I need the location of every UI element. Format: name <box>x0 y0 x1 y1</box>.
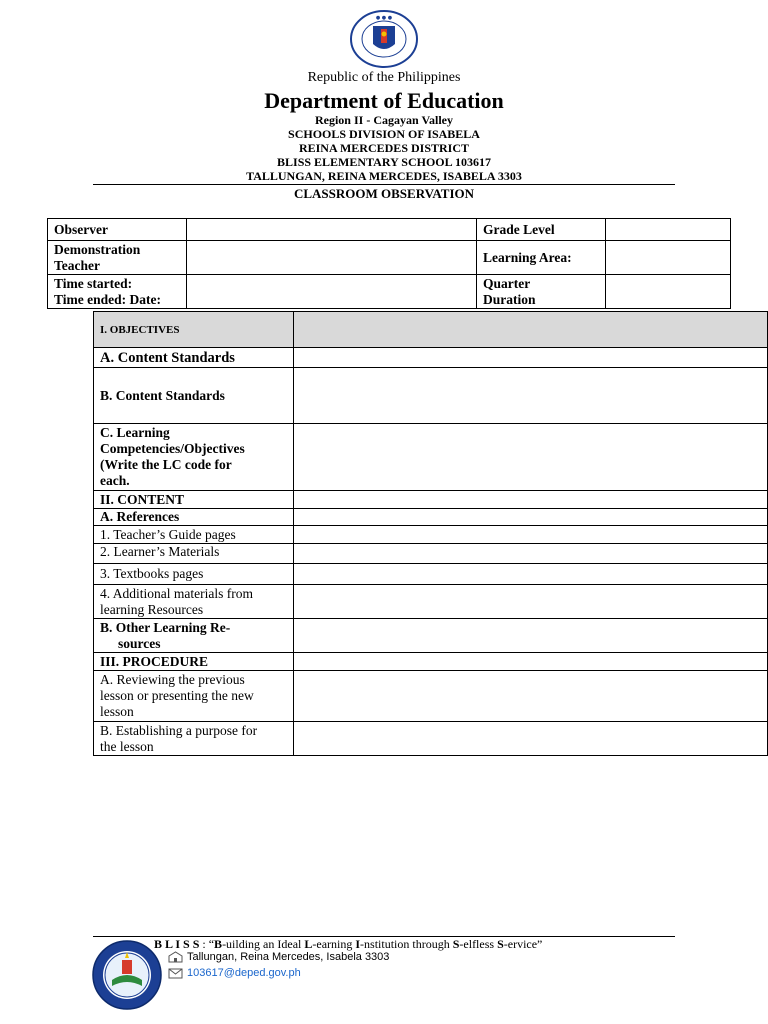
lc-line2: Competencies/Objectives <box>100 441 245 456</box>
learning-competencies-label <box>94 424 294 491</box>
form-title: CLASSROOM OBSERVATION <box>293 186 475 201</box>
deped-seal-logo <box>349 10 419 68</box>
demo-teacher-label-line1: Demonstration <box>54 241 141 257</box>
quarter-duration-label <box>477 275 606 309</box>
lc-line3: (Write the LC code for <box>100 457 232 472</box>
other-resources-label <box>94 619 294 653</box>
purpose-line2: the lesson <box>100 738 154 754</box>
time-field[interactable] <box>187 275 477 309</box>
demo-teacher-label <box>48 241 187 275</box>
school-motto <box>154 937 542 952</box>
objectives-header-field <box>294 312 768 348</box>
observation-info-table <box>47 218 731 309</box>
time-ended-date-label: Time ended: Date: <box>54 291 161 307</box>
learners-materials-field[interactable] <box>294 544 768 564</box>
references-field[interactable] <box>294 509 768 526</box>
textbooks-label: 3. Textbooks pages <box>94 564 294 585</box>
bliss-school-logo <box>92 940 162 1010</box>
review-line2: lesson or presenting the new <box>100 688 254 703</box>
motto-word-selfless: -elfless <box>459 937 498 951</box>
objectives-header: I. OBJECTIVES <box>94 312 294 348</box>
motto-word-institution: -nstitution through <box>360 937 453 951</box>
time-started-label: Time started: <box>54 275 133 291</box>
footer-address <box>168 951 389 963</box>
grade-level-label: Grade Level <box>477 219 606 241</box>
procedure-label: III. PROCEDURE <box>94 653 294 671</box>
quarter-duration-field[interactable] <box>606 275 731 309</box>
footer-address-text: Tallungan, Reina Mercedes, Isabela 3303 <box>187 951 390 963</box>
svg-text:● ● ●: ● ● ● <box>375 15 393 21</box>
department-title: Department of Education <box>264 88 504 113</box>
lc-line1: C. Learning <box>100 425 170 440</box>
quarter-label: Quarter <box>483 275 531 291</box>
motto-word-building: -uilding an Ideal <box>222 937 305 951</box>
lesson-plan-table <box>93 311 768 756</box>
motto-prefix: : “ <box>199 937 215 951</box>
additional-line1: 4. Additional materials from <box>100 585 253 601</box>
footer-email <box>168 967 301 979</box>
school-line: BLISS ELEMENTARY SCHOOL 103617 <box>277 155 491 169</box>
learning-area-field[interactable] <box>606 241 731 275</box>
motto-letter-l: L <box>304 937 313 951</box>
other-resources-field[interactable] <box>294 619 768 653</box>
teachers-guide-field[interactable] <box>294 526 768 544</box>
learners-materials-label: 2. Learner’s Materials <box>94 544 294 564</box>
time-label <box>48 275 187 309</box>
observer-field[interactable] <box>187 219 477 241</box>
division-line: SCHOOLS DIVISION OF ISABELA <box>288 127 480 141</box>
review-line3: lesson <box>100 704 134 719</box>
reviewing-lesson-label <box>94 671 294 722</box>
learning-competencies-field[interactable] <box>294 424 768 491</box>
learning-area-label: Learning Area: <box>477 241 606 275</box>
address-line: TALLUNGAN, REINA MERCEDES, ISABELA 3303 <box>246 169 522 183</box>
observer-label: Observer <box>48 219 187 241</box>
motto-letter-s2: S <box>497 937 504 951</box>
content-standards-a-label: A. Content Standards <box>94 348 294 368</box>
additional-materials-field[interactable] <box>294 585 768 619</box>
content-standards-b-field[interactable] <box>294 368 768 424</box>
additional-line2: learning Resources <box>100 601 204 617</box>
establishing-purpose-label <box>94 722 294 756</box>
footer-email-link[interactable]: 103617@deped.gov.ph <box>187 967 301 979</box>
school-building-icon <box>168 951 183 963</box>
review-line1: A. Reviewing the previous <box>100 672 245 687</box>
other-line1: B. Other Learning Re- <box>100 619 231 635</box>
duration-label: Duration <box>483 291 536 307</box>
purpose-line1: B. Establishing a purpose for <box>100 722 258 738</box>
motto-acronym: B L I S S <box>154 937 200 951</box>
content-standards-b-label: B. Content Standards <box>94 368 294 424</box>
email-icon <box>168 967 183 979</box>
establishing-purpose-field[interactable] <box>294 722 768 756</box>
motto-word-service: -ervice” <box>503 937 543 951</box>
region-line: Region II - Cagayan Valley <box>314 113 454 127</box>
motto-letter-s1: S <box>452 937 460 951</box>
grade-level-field[interactable] <box>606 219 731 241</box>
reviewing-lesson-field[interactable] <box>294 671 768 722</box>
references-label: A. References <box>94 509 294 526</box>
other-line2: sources <box>118 635 161 651</box>
textbooks-field[interactable] <box>294 564 768 585</box>
content-section-field[interactable] <box>294 491 768 509</box>
additional-materials-label <box>94 585 294 619</box>
lc-line4: each. <box>100 473 130 488</box>
content-section-label: II. CONTENT <box>94 491 294 509</box>
header-divider <box>93 184 675 185</box>
motto-word-learning: -earning <box>312 937 356 951</box>
content-standards-a-field[interactable] <box>294 348 768 368</box>
demo-teacher-field[interactable] <box>187 241 477 275</box>
republic-line: Republic of the Philippines <box>307 70 461 85</box>
demo-teacher-label-line2: Teacher <box>54 257 100 273</box>
motto-letter-b: B <box>214 937 223 951</box>
motto-letter-i: I <box>355 937 361 951</box>
district-line: REINA MERCEDES DISTRICT <box>298 141 470 155</box>
procedure-field[interactable] <box>294 653 768 671</box>
teachers-guide-label: 1. Teacher’s Guide pages <box>94 526 294 544</box>
